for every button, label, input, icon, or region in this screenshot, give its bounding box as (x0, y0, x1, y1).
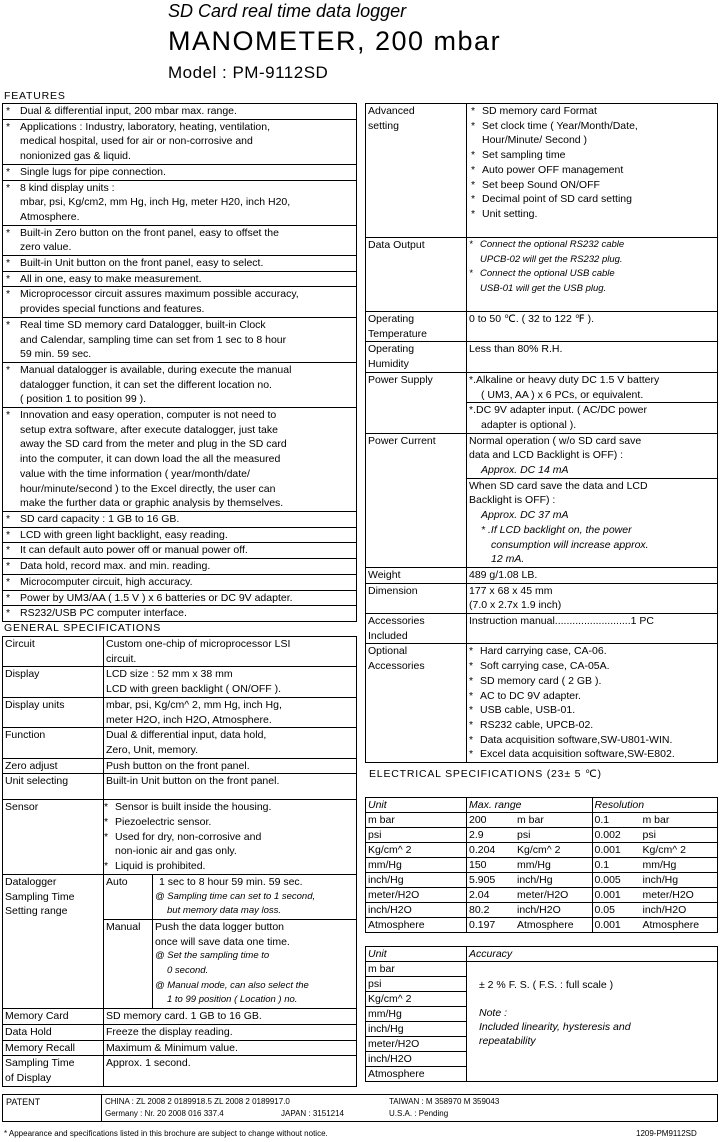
range-cell: inch/H2O (515, 903, 592, 918)
range-cell: inch/Hg (515, 873, 592, 888)
general-table (2, 636, 357, 1087)
feature-text: make the further data or graphic analysis by themselves. (20, 497, 284, 510)
display-value-2: LCD with green backlight ( ON/OFF ). (106, 683, 282, 696)
data-output-label: Data Output (366, 238, 467, 312)
power-current-value-2: When SD card save the data and LCD Backlight is OFF) : Approx. DC 37 mA * .If LCD backlight on, the power consumption will increase approx. 12 mA. (467, 478, 718, 567)
circuit-label: Circuit (3, 637, 104, 667)
feature-item: * SD card capacity : 1 GB to 16 GB. (3, 511, 357, 527)
feature-text: Power by UM3/AA ( 1.5 V ) x 6 batteries or DC 9V adapter. (20, 591, 293, 604)
range-cell: psi (641, 828, 718, 843)
accuracy-value-cell (467, 962, 718, 1082)
sensor-item: Liquid is prohibited. (115, 860, 206, 873)
power-supply-label: Power Supply (366, 372, 467, 433)
range-cell: mm/Hg (515, 858, 592, 873)
right-table (365, 103, 718, 763)
power-supply-value-2: *.DC 9V adapter input. ( AC/DC power adapter is optional ). (467, 403, 718, 433)
display-units-label: Display units (3, 697, 104, 727)
advanced-list: * SD memory card Format * Set clock time ( Year/Month/Date, Hour/Minute/ Second ) * Set sampling time * Auto power OFF management * Set beep Sound ON/OFF * Decimal point of SD card setting * Unit setting. (467, 104, 718, 238)
range-cell: Kg/cm^ 2 (641, 843, 718, 858)
patent-china: CHINA : ZL 2008 2 0189918.5 ZL 2008 2 0189917.0 (105, 1097, 290, 1106)
feature-text: value with the time information ( year/month/date/ (20, 467, 250, 480)
feature-item: * Manual datalogger is available, during execute the manual datalogger function, it can set the different location no. ( position 1 to position 99 ). (3, 362, 357, 407)
range-cell: mm/Hg (641, 858, 718, 873)
range-cell: inch/Hg (641, 873, 718, 888)
feature-text: and Calendar, sampling time can set from 1 sec to 8 hour (20, 333, 287, 346)
display-label: Display (3, 667, 104, 697)
range-cell: 0.005 (592, 873, 641, 888)
feature-text: Built-in Unit button on the front panel, easy to select. (20, 257, 264, 270)
op-humidity-label: Operating Humidity (366, 342, 467, 372)
op-temp-value: 0 to 50 ℃. ( 32 to 122 ℉ ). (467, 312, 718, 342)
acc-unit: mm/Hg (366, 1007, 467, 1022)
sampling-time-value: Approx. 1 second. (104, 1056, 357, 1086)
range-cell: 0.1 (592, 813, 641, 828)
feature-text: away the SD card from the meter and plug in the SD card (20, 438, 287, 451)
feature-text: Built-in Zero button on the front panel, easy to offset the (20, 226, 279, 239)
sensor-item: non-ionic air and gas only. (115, 845, 237, 858)
feature-item: * Real time SD memory card Datalogger, built-in Clock and Calendar, sampling time can set from 1 sec to 8 hour 59 min. 59 sec. (3, 317, 357, 362)
note-line-2: repeatability (479, 1035, 536, 1047)
range-cell: 0.001 (592, 843, 641, 858)
patent-taiwan: TAIWAN : M 358970 M 359043 (389, 1097, 500, 1106)
dimension-label: Dimension (366, 583, 467, 613)
range-cell: 2.9 (467, 828, 516, 843)
feature-item: * Microcomputer circuit, high accuracy. (3, 574, 357, 590)
range-cell: 0.002 (592, 828, 641, 843)
feature-item: * Power by UM3/AA ( 1.5 V ) x 6 batteries or DC 9V adapter. (3, 590, 357, 606)
range-cell: Kg/cm^ 2 (366, 843, 467, 858)
title-line-1: SD Card real time data logger (168, 1, 407, 21)
op-temp-label: Operating Temperature (366, 312, 467, 342)
range-row (366, 918, 718, 933)
feature-text: All in one, easy to make measurement. (20, 272, 202, 285)
zero-adjust-value: Push button on the front panel. (104, 758, 357, 774)
range-cell: 0.197 (467, 918, 516, 933)
range-header-unit: Unit (366, 798, 467, 813)
feature-text: RS232/USB PC computer interface. (20, 607, 187, 620)
manual-value: Push the data logger button once will save data one time. @ Set the sampling time to 0 second. @ Manual mode, can also select the 1 to 99 position ( Location ) no. (153, 919, 357, 1008)
accuracy-table (365, 946, 718, 1082)
footer-note: * Appearance and specifications listed in this brochure are subject to change without notice. (4, 1129, 328, 1138)
optional-label: Optional Accessories (366, 644, 467, 763)
right-specs (365, 103, 718, 763)
sensor-list: * Sensor is built inside the housing. * Piezoelectric sensor. * Used for dry, non-corrosive and non-ionic air and gas only. * Liquid is prohibited. (104, 800, 357, 875)
general-heading: GENERAL SPECIFICATIONS (4, 622, 162, 634)
acc-unit: Kg/cm^ 2 (366, 992, 467, 1007)
range-row (366, 858, 718, 873)
display-value-1: LCD size : 52 mm x 38 mm (106, 668, 233, 681)
range-cell: psi (515, 828, 592, 843)
sensor-label: Sensor (3, 800, 104, 875)
sensor-item: Used for dry, non-corrosive and (115, 830, 262, 843)
function-value-2: Zero, Unit, memory. (106, 743, 198, 756)
feature-item: * Built-in Unit button on the front panel, easy to select. (3, 256, 357, 272)
data-hold-value: Freeze the display reading. (104, 1024, 357, 1040)
accessories-value: Instruction manual..........................1 PC (467, 614, 718, 644)
range-cell: m bar (515, 813, 592, 828)
feature-item: * RS232/USB PC computer interface. (3, 606, 357, 622)
feature-text: 8 kind display units : (20, 181, 115, 194)
feature-text: Dual & differential input, 200 mbar max. range. (20, 105, 237, 117)
acc-unit: meter/H2O (366, 1037, 467, 1052)
display-units-value-2: meter H2O, inch H2O, Atmosphere. (106, 713, 272, 726)
acc-unit: inch/H2O (366, 1052, 467, 1067)
general-specs (2, 636, 357, 1087)
op-humidity-value: Less than 80% R.H. (467, 342, 718, 372)
range-cell: 0.1 (592, 858, 641, 873)
feature-text: setup extra software, after execute datalogger, just take (20, 423, 278, 436)
power-current-label: Power Current (366, 433, 467, 567)
feature-text: LCD with green light backlight, easy reading. (20, 528, 228, 541)
range-cell: 150 (467, 858, 516, 873)
feature-item: * Dual & differential input, 200 mbar max. range. (3, 104, 357, 120)
feature-text: mbar, psi, Kg/cm2, mm Hg, inch Hg, meter H20, inch H20, (20, 196, 291, 209)
accuracy-header-accuracy: Accuracy (467, 947, 718, 962)
range-cell: inch/H2O (641, 903, 718, 918)
range-header-max: Max. range (467, 798, 593, 813)
optional-list: * Hard carrying case, CA-06. * Soft carrying case, CA-05A. * SD memory card ( 2 GB ). * AC to DC 9V adapter. * USB cable, USB-01. * RS232 cable, UPCB-02. * Data acquisition software,SW-U801-WIN. * Excel data acquisition software,SW-E802. (467, 644, 718, 763)
datalogger-label: Datalogger Sampling Time Setting range (3, 874, 104, 1008)
features-heading: FEATURES (4, 90, 66, 102)
feature-item: * Single lugs for pipe connection. (3, 164, 357, 180)
range-header-resolution: Resolution (592, 798, 718, 813)
range-cell: Atmosphere (515, 918, 592, 933)
range-cell: 0.001 (592, 888, 641, 903)
patent-usa: U.S.A. : Pending (389, 1109, 449, 1118)
accessories-label: Accessories Included (366, 614, 467, 644)
unit-selecting-value: Built-in Unit button on the front panel. (104, 774, 357, 800)
range-cell: meter/H2O (515, 888, 592, 903)
feature-item: * 8 kind display units : mbar, psi, Kg/cm2, mm Hg, inch Hg, meter H20, inch H20, Atmosphere. (3, 180, 357, 225)
feature-item: * Innovation and easy operation, computer is not need to setup extra software, after execute datalogger, just take away the SD card from the meter and plug in the SD card into the computer, it can down load the all the measured value with the time information ( year/month/date/ hour/minute/second ) to the Excel directly, the user can make the further data or graphic analysis by themselves. (3, 408, 357, 512)
advanced-label: Advanced setting (366, 104, 467, 238)
feature-text: It can default auto power off or manual power off. (20, 544, 248, 557)
accuracy-header-unit: Unit (366, 947, 467, 962)
unit-selecting-label: Unit selecting (3, 774, 104, 800)
patent-japan: JAPAN : 3151214 (281, 1109, 345, 1118)
feature-text: Manual datalogger is available, during execute the manual (20, 363, 292, 376)
sensor-item: Piezoelectric sensor. (115, 816, 212, 829)
data-output-value: * Connect the optional RS232 cable UPCB-02 will get the RS232 plug. * Connect the optional USB cable USB-01 will get the USB plug. (467, 238, 718, 312)
patent-table (2, 1094, 718, 1122)
sensor-item: Sensor is built inside the housing. (115, 801, 272, 814)
feature-item: * Applications : Industry, laboratory, heating, ventilation, medical hospital, used for air or non-corrosive and nonionized gas & liquid. (3, 119, 357, 164)
feature-text: SD card capacity : 1 GB to 16 GB. (20, 512, 180, 525)
range-cell: inch/H2O (366, 903, 467, 918)
range-cell: psi (366, 828, 467, 843)
acc-unit: Atmosphere (366, 1067, 467, 1082)
power-current-value-1: Normal operation ( w/o SD card save data and LCD Backlight is OFF) : Approx. DC 14 mA (467, 433, 718, 478)
footer-code: 1209-PM9112SD (636, 1129, 697, 1138)
range-cell: 2.04 (467, 888, 516, 903)
range-cell: m bar (366, 813, 467, 828)
range-cell: meter/H2O (366, 888, 467, 903)
data-hold-label: Data Hold (3, 1024, 104, 1040)
feature-item: * All in one, easy to make measurement. (3, 271, 357, 287)
display-units-value-1: mbar, psi, Kg/cm^ 2, mm Hg, inch Hg, (106, 698, 282, 711)
feature-text: into the computer, it can down load the all the measured (20, 453, 281, 466)
feature-text: nonionized gas & liquid. (20, 150, 131, 163)
range-cell: 0.204 (467, 843, 516, 858)
range-row (366, 903, 718, 918)
range-row (366, 888, 718, 903)
range-cell: mm/Hg (366, 858, 467, 873)
range-row (366, 828, 718, 843)
function-label: Function (3, 728, 104, 758)
feature-text: provides special functions and features. (20, 303, 205, 316)
feature-item: * LCD with green light backlight, easy reading. (3, 527, 357, 543)
feature-item: * Microprocessor circuit assures maximum possible accuracy, provides special functions and features. (3, 287, 357, 317)
range-row (366, 873, 718, 888)
patent-label: PATENT (3, 1095, 102, 1122)
memory-recall-value: Maximum & Minimum value. (104, 1040, 357, 1056)
range-cell: Kg/cm^ 2 (515, 843, 592, 858)
feature-text: Real time SD memory card Datalogger, built-in Clock (20, 318, 266, 331)
feature-text: hour/minute/second ) to the Excel directly, the user can (20, 482, 276, 495)
range-table-wrap (365, 797, 718, 933)
feature-text: Innovation and easy operation, computer is not need to (20, 409, 277, 422)
function-value-1: Dual & differential input, data hold, (106, 729, 267, 742)
feature-text: ( position 1 to position 99 ). (20, 393, 147, 406)
manual-label: Manual (104, 919, 153, 1008)
acc-unit: psi (366, 977, 467, 992)
patent-values (102, 1095, 718, 1122)
range-cell: 80.2 (467, 903, 516, 918)
accuracy-table-wrap (365, 946, 718, 1082)
range-row (366, 813, 718, 828)
patent-box (2, 1094, 718, 1122)
note-line-1: Included linearity, hysteresis and (479, 1021, 631, 1033)
features-table (2, 103, 357, 622)
feature-item: * It can default auto power off or manual power off. (3, 543, 357, 559)
range-cell: inch/Hg (366, 873, 467, 888)
feature-text: Single lugs for pipe connection. (20, 165, 166, 178)
range-cell: 0.001 (592, 918, 641, 933)
range-cell: 5.905 (467, 873, 516, 888)
title-line-2: MANOMETER, 200 mbar (168, 26, 502, 56)
feature-text: Applications : Industry, laboratory, heating, ventilation, (20, 120, 271, 133)
accuracy-value: ± 2 % F. S. ( F.S. : full scale ) (479, 979, 614, 991)
circuit-value-2: circuit. (106, 652, 137, 665)
note-label: Note : (479, 1007, 508, 1019)
dimension-value: 177 x 68 x 45 mm (7.0 x 2.7x 1.9 inch) (467, 583, 718, 613)
range-cell: Atmosphere (366, 918, 467, 933)
zero-adjust-label: Zero adjust (3, 758, 104, 774)
electrical-heading: ELECTRICAL SPECIFICATIONS (23± 5 ℃) (369, 768, 602, 780)
auto-label: Auto (104, 874, 153, 919)
memory-card-value: SD memory card. 1 GB to 16 GB. (104, 1009, 357, 1025)
feature-item: * Data hold, record max. and min. reading. (3, 559, 357, 575)
feature-text: Microprocessor circuit assures maximum possible accuracy, (20, 288, 299, 301)
feature-text: 59 min. 59 sec. (20, 348, 92, 361)
auto-value: 1 sec to 8 hour 59 min. 59 sec. @ Sampling time can set to 1 second, but memory data may loss. (153, 874, 357, 919)
patent-germany: Germany : Nr. 20 2008 016 337.4 (105, 1109, 224, 1118)
feature-text: Atmosphere. (20, 210, 80, 223)
model-line: Model : PM-9112SD (168, 63, 329, 82)
circuit-value-1: Custom one-chip of microprocessor LSI (106, 638, 291, 650)
feature-text: zero value. (20, 241, 72, 254)
feature-text: datalogger function, it can set the different location no. (20, 378, 272, 391)
feature-item: * Built-in Zero button on the front panel, easy to offset the zero value. (3, 225, 357, 255)
memory-card-label: Memory Card (3, 1009, 104, 1025)
sampling-time-label: Sampling Time of Display (3, 1056, 104, 1086)
range-cell: m bar (641, 813, 718, 828)
memory-recall-label: Memory Recall (3, 1040, 104, 1056)
features-list (2, 103, 357, 622)
acc-unit: m bar (366, 962, 467, 977)
range-cell: Atmosphere (641, 918, 718, 933)
weight-value: 489 g/1.08 LB. (467, 567, 718, 583)
range-row (366, 843, 718, 858)
range-cell: 0.05 (592, 903, 641, 918)
feature-text: Data hold, record max. and min. reading. (20, 560, 211, 573)
weight-label: Weight (366, 567, 467, 583)
acc-unit: inch/Hg (366, 1022, 467, 1037)
feature-text: Microcomputer circuit, high accuracy. (20, 575, 193, 588)
range-table (365, 797, 718, 933)
range-cell: 200 (467, 813, 516, 828)
feature-text: medical hospital, used for air or non-corrosive and (20, 135, 253, 148)
power-supply-value-1: *.Alkaline or heavy duty DC 1.5 V battery ( UM3, AA ) x 6 PCs, or equivalent. (467, 372, 718, 402)
range-cell: meter/H2O (641, 888, 718, 903)
